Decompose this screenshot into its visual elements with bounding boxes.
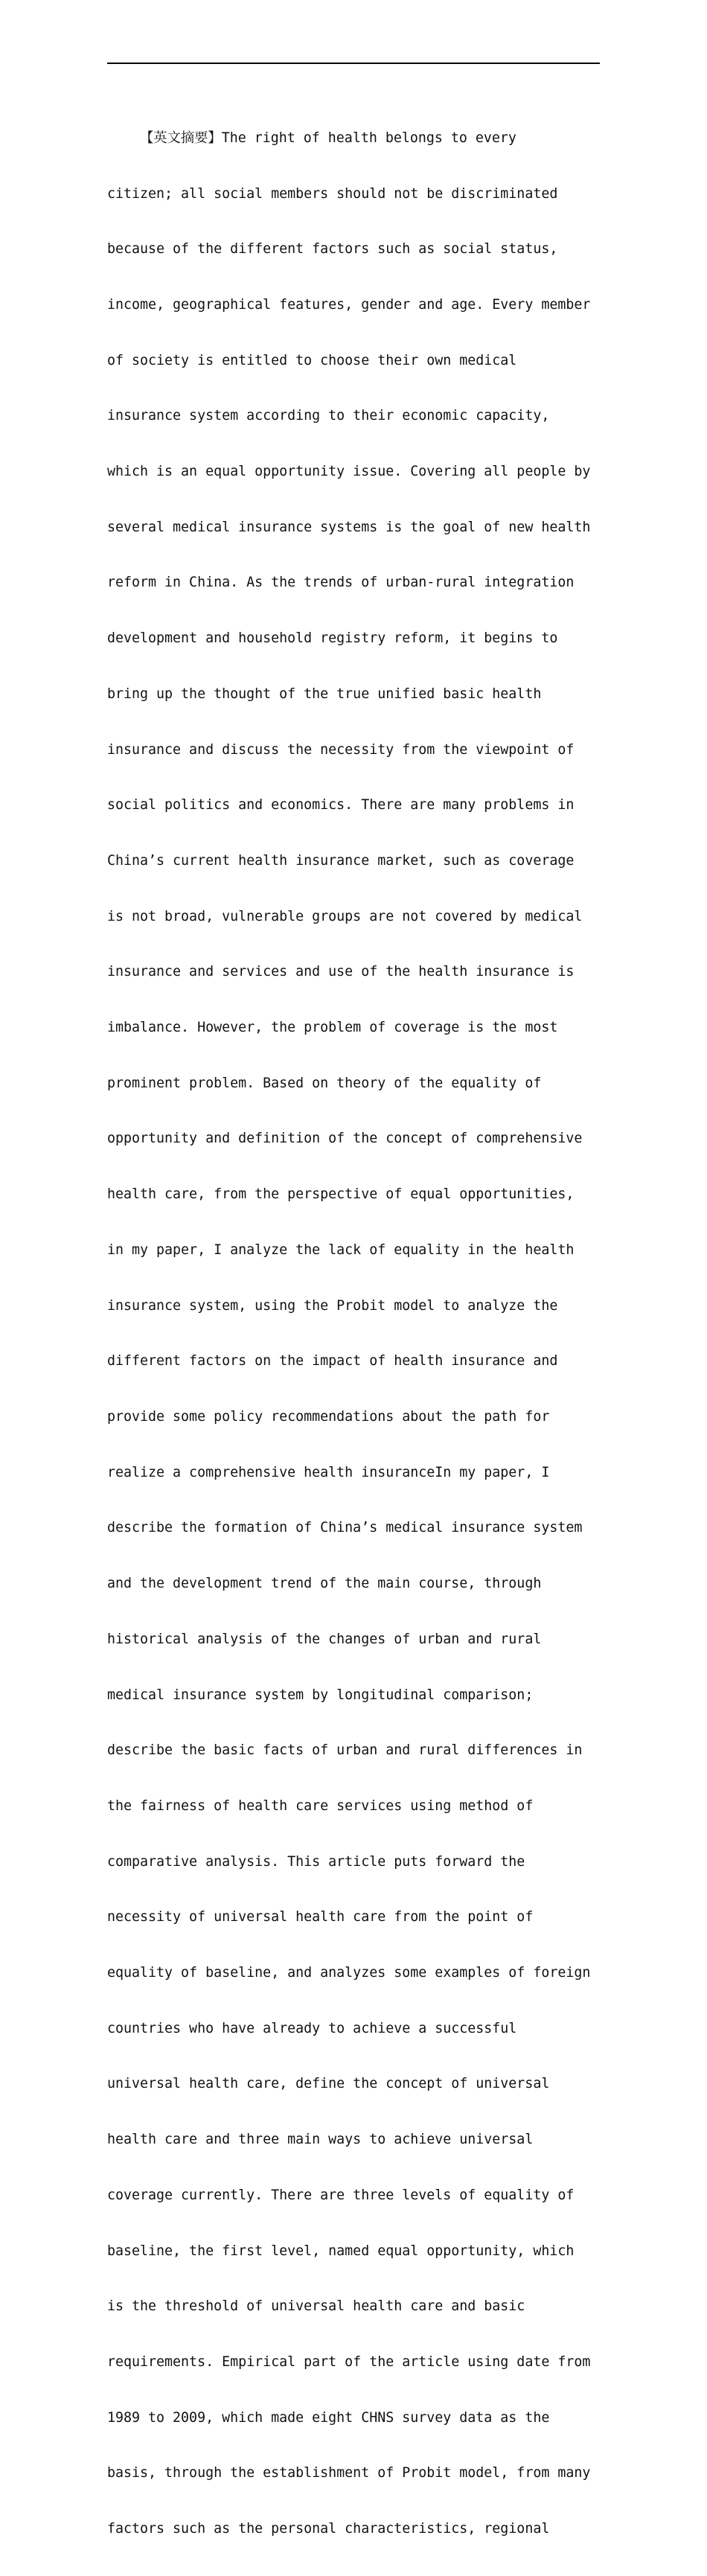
abstract-line: medical insurance system by longitudinal comparison; xyxy=(107,1687,534,1703)
abstract-first-line-text: The right of health belongs to every xyxy=(221,130,516,146)
abstract-line: basis, through the establishment of Probit model, from many xyxy=(107,2465,591,2481)
abstract-line: comparative analysis. This article puts forward the xyxy=(107,1853,525,1870)
abstract-line: social politics and economics. There are many problems in xyxy=(107,797,575,814)
abstract-line: coverage currently. There are three levels of equality of xyxy=(107,2187,575,2203)
abstract-line: different factors on the impact of health insurance and xyxy=(107,1353,558,1370)
header-rule xyxy=(107,63,600,64)
abstract-line: universal health care, define the concept of universal xyxy=(107,2076,550,2092)
abstract-first-line xyxy=(107,130,601,148)
abstract-line: of society is entitled to choose their own medical xyxy=(107,352,517,368)
abstract-line: requirements. Empirical part of the article using date from xyxy=(107,2353,591,2370)
abstract-line: 1989 to 2009, which made eight CHNS survey data as the xyxy=(107,2409,550,2426)
abstract-line: is the threshold of universal health care and basic xyxy=(107,2298,525,2315)
abstract-line: citizen; all social members should not be discriminated xyxy=(107,185,558,202)
abstract-line: is not broad, vulnerable groups are not covered by medical xyxy=(107,908,583,924)
abstract-line: which is an equal opportunity issue. Covering all people by xyxy=(107,464,591,480)
abstract-label: 【英文摘要】 xyxy=(140,130,222,146)
abstract-line: imbalance. However, the problem of coverage is the most xyxy=(107,1020,558,1036)
abstract-line: insurance system, using the Probit model to analyze the xyxy=(107,1297,558,1314)
abstract-line: in my paper, I analyze the lack of equality in the health xyxy=(107,1241,575,1258)
abstract-line: describe the basic facts of urban and rural differences in xyxy=(107,1742,583,1759)
english-abstract xyxy=(107,92,601,2576)
abstract-line: baseline, the first level, named equal opportunity, which xyxy=(107,2243,575,2259)
abstract-line: reform in China. As the trends of urban-rural integration xyxy=(107,575,575,591)
abstract-line: bring up the thought of the true unified basic health xyxy=(107,685,542,702)
abstract-line: income, geographical features, gender and age. Every member xyxy=(107,296,591,313)
abstract-line: insurance system according to their economic capacity, xyxy=(107,408,550,424)
abstract-line: prominent problem. Based on theory of the equality of xyxy=(107,1075,542,1091)
abstract-line: because of the different factors such as social status, xyxy=(107,241,558,258)
abstract-line: several medical insurance systems is the goal of new health xyxy=(107,519,591,535)
abstract-line: historical analysis of the changes of urban and rural xyxy=(107,1631,542,1647)
abstract-line: necessity of universal health care from the point of xyxy=(107,1909,534,1925)
abstract-line: China’s current health insurance market, such as coverage xyxy=(107,852,575,869)
abstract-line: and the development trend of the main course, through xyxy=(107,1576,542,1592)
abstract-line: provide some policy recommendations about the path for xyxy=(107,1408,550,1425)
abstract-line: countries who have already to achieve a successful xyxy=(107,2020,517,2036)
abstract-line: development and household registry reform, it begins to xyxy=(107,630,558,647)
abstract-line: insurance and discuss the necessity from the viewpoint of xyxy=(107,741,575,758)
abstract-line: insurance and services and use of the health insurance is xyxy=(107,964,575,980)
abstract-line: equality of baseline, and analyzes some examples of foreign xyxy=(107,1965,591,1981)
abstract-line: realize a comprehensive health insuranceIn my paper, I xyxy=(107,1464,550,1480)
abstract-line: health care, from the perspective of equal opportunities, xyxy=(107,1186,575,1203)
abstract-line: factors such as the personal characteristics, regional xyxy=(107,2521,550,2537)
abstract-line: opportunity and definition of the concept of comprehensive xyxy=(107,1131,583,1147)
abstract-line: the fairness of health care services using method of xyxy=(107,1797,534,1814)
abstract-line: describe the formation of China’s medical insurance system xyxy=(107,1520,583,1536)
abstract-line: health care and three main ways to achieve universal xyxy=(107,2132,534,2148)
